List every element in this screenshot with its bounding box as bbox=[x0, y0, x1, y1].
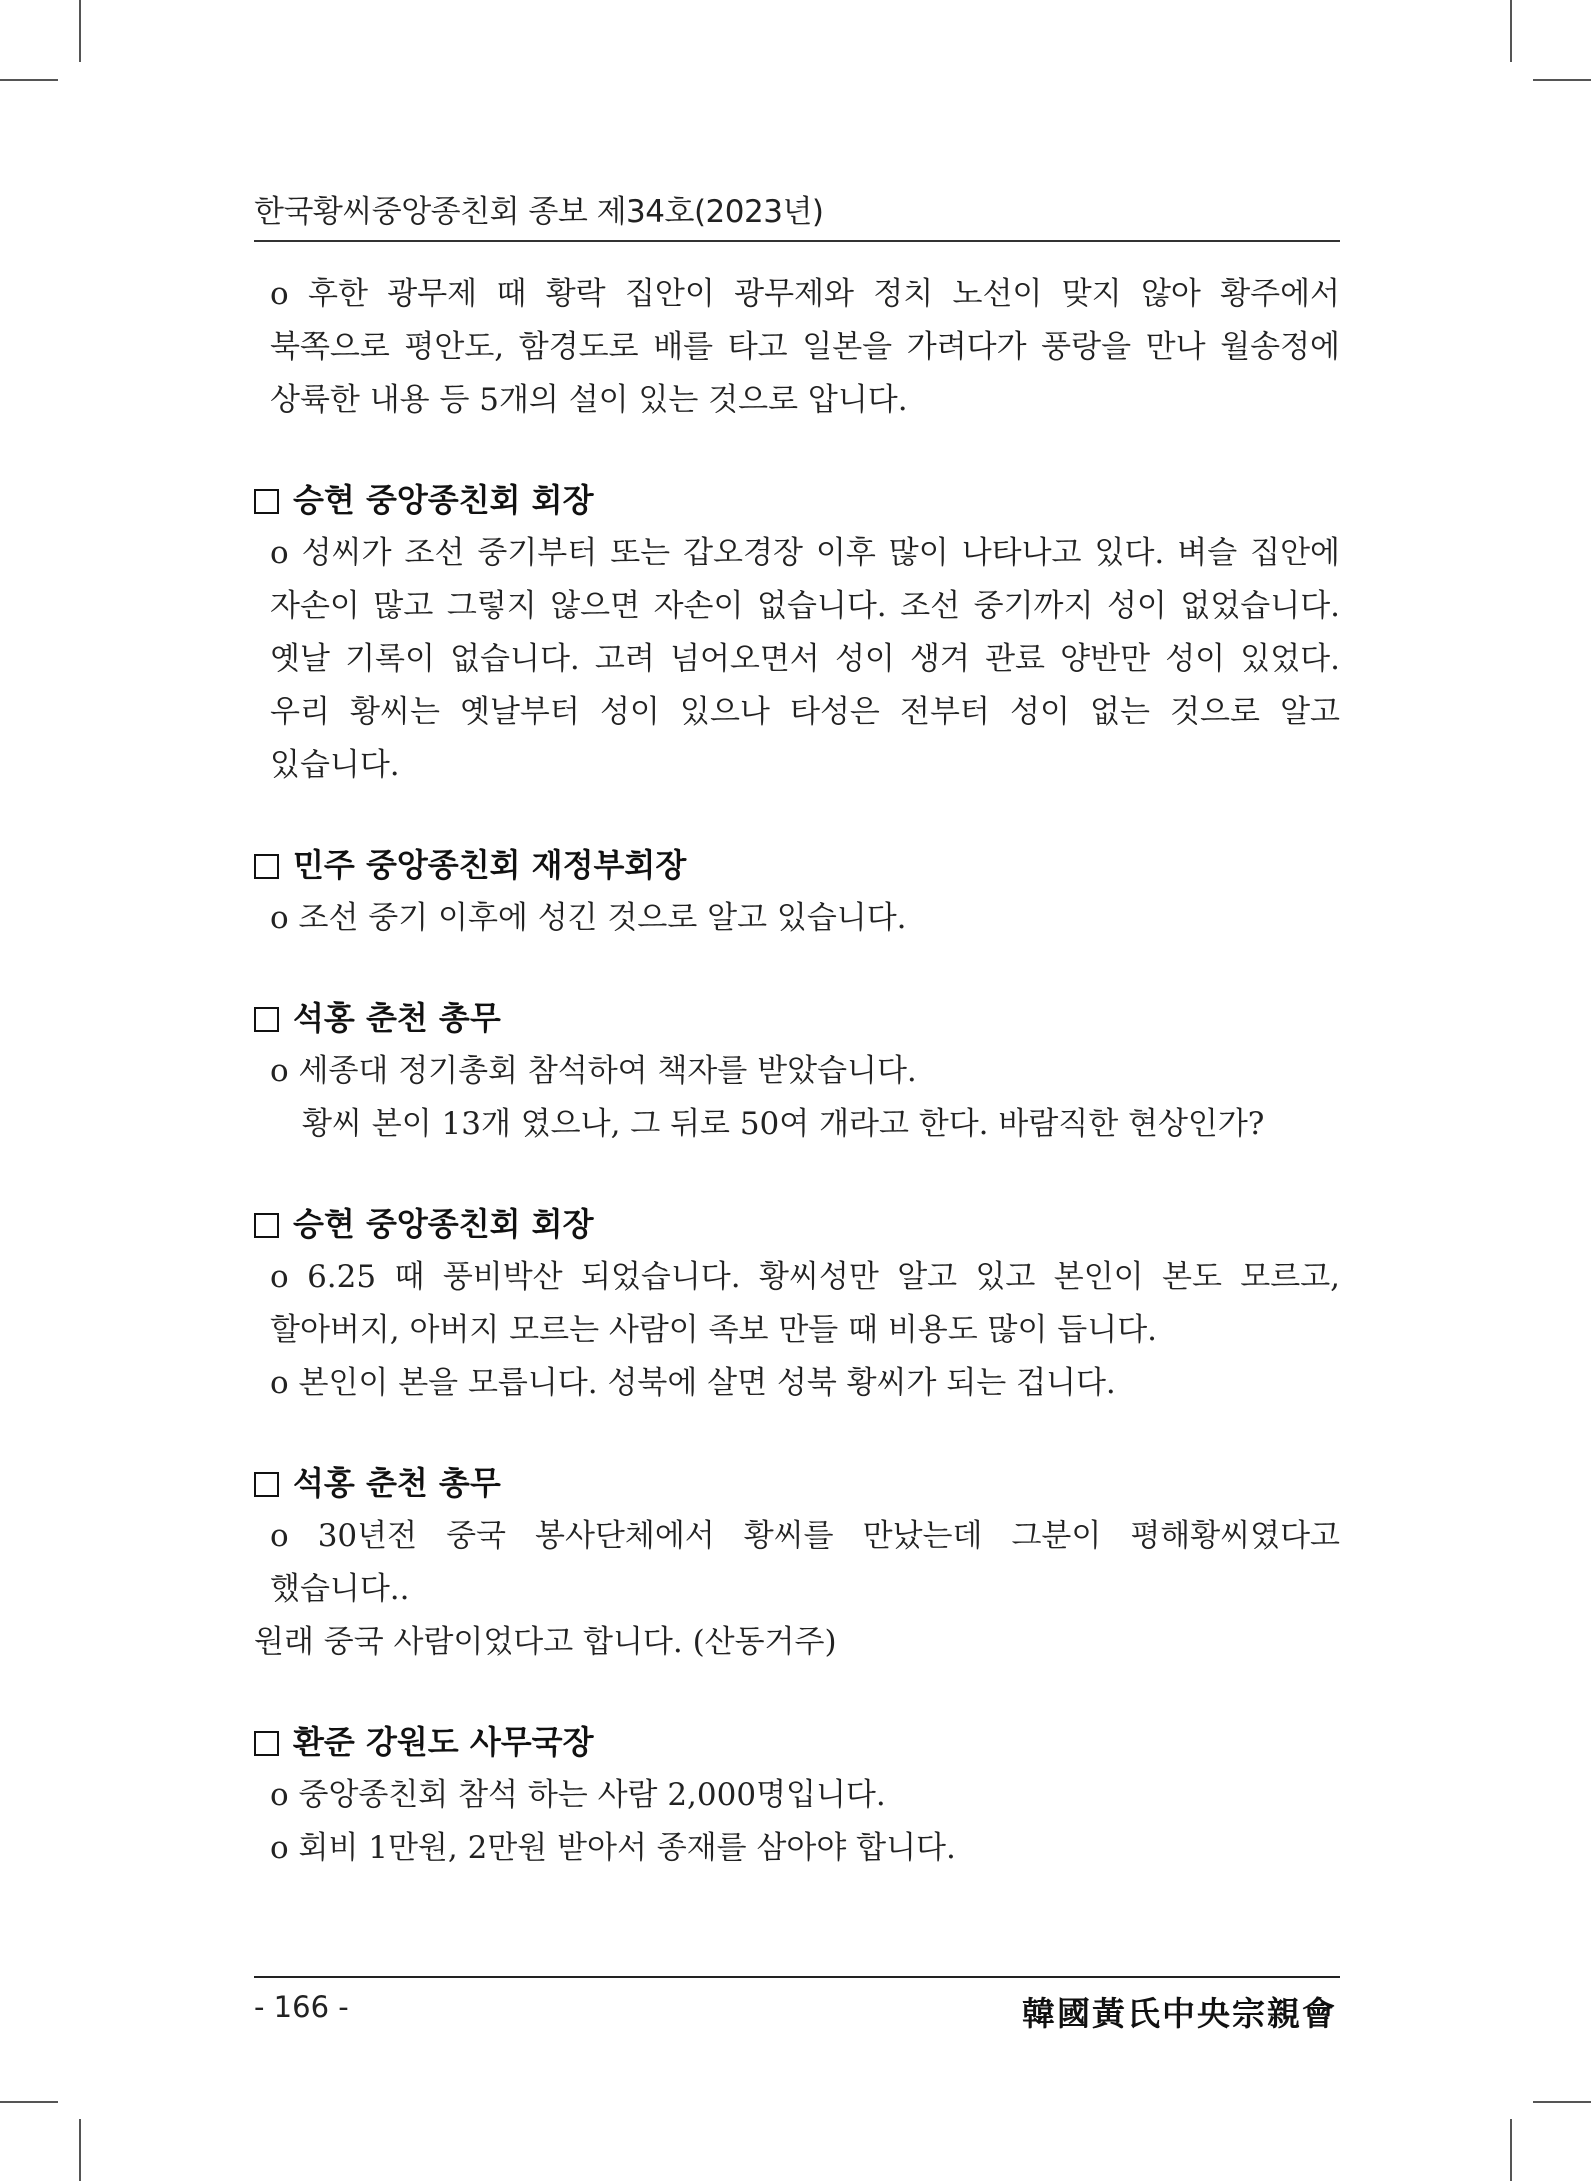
crop-mark bbox=[1533, 2101, 1591, 2103]
crop-mark bbox=[79, 2119, 81, 2181]
checkbox-square-icon bbox=[254, 1472, 279, 1497]
checkbox-square-icon bbox=[254, 1731, 279, 1756]
remark-paragraph: 황씨 본이 13개 였으나, 그 뒤로 50여 개라고 한다. 바람직한 현상인가? bbox=[302, 1106, 1265, 1142]
crop-mark bbox=[1533, 79, 1591, 81]
crop-mark bbox=[0, 79, 58, 81]
remark-paragraph: o 중앙종친회 참석 하는 사람 2,000명입니다. bbox=[270, 1777, 886, 1813]
remark-paragraph: 원래 중국 사람이었다고 합니다. (산동거주) bbox=[254, 1624, 837, 1660]
speaker-section bbox=[254, 839, 1340, 945]
speaker-section bbox=[254, 1457, 1340, 1669]
remark-paragraph: o 30년전 중국 봉사단체에서 황씨를 만났는데 그분이 평해황씨였다고 했습니다.. bbox=[270, 1518, 1340, 1607]
crop-mark bbox=[0, 2101, 58, 2103]
footer-rule bbox=[254, 1976, 1340, 1978]
speaker-section bbox=[254, 992, 1340, 1151]
running-title: 한국황씨중앙종친회 종보 제34호(2023년) bbox=[254, 194, 824, 230]
page-body bbox=[254, 268, 1340, 1875]
organization-logo: 韓國黃氏中央宗親會 bbox=[1022, 1994, 1337, 2033]
speaker-heading: 환준 강원도 사무국장 bbox=[254, 1716, 1340, 1769]
speaker-section bbox=[254, 1716, 1340, 1875]
remark-paragraph: o 6.25 때 풍비박산 되었습니다. 황씨성만 알고 있고 본인이 본도 모르고, 할아버지, 아버지 모르는 사람이 족보 만들 때 비용도 많이 듭니다. bbox=[270, 1259, 1340, 1348]
checkbox-square-icon bbox=[254, 1007, 279, 1032]
checkbox-square-icon bbox=[254, 1213, 279, 1238]
speaker-heading: 승현 중앙종친회 회장 bbox=[254, 474, 1340, 527]
speaker-heading: 석홍 춘천 총무 bbox=[254, 1457, 1340, 1510]
remark-paragraph: o 본인이 본을 모릅니다. 성북에 살면 성북 황씨가 되는 겁니다. bbox=[270, 1365, 1116, 1401]
speaker-heading: 석홍 춘천 총무 bbox=[254, 992, 1340, 1045]
crop-mark bbox=[1510, 0, 1512, 62]
speaker-heading: 승현 중앙종친회 회장 bbox=[254, 1198, 1340, 1251]
checkbox-square-icon bbox=[254, 489, 279, 514]
crop-mark bbox=[79, 0, 81, 62]
speaker-section bbox=[254, 474, 1340, 792]
remark-paragraph: o 회비 1만원, 2만원 받아서 종재를 삼아야 합니다. bbox=[270, 1830, 956, 1866]
speaker-section bbox=[254, 1198, 1340, 1410]
speaker-heading: 민주 중앙종친회 재정부회장 bbox=[254, 839, 1340, 892]
checkbox-square-icon bbox=[254, 854, 279, 879]
crop-mark bbox=[1510, 2119, 1512, 2181]
remark-paragraph: o 성씨가 조선 중기부터 또는 갑오경장 이후 많이 나타나고 있다. 벼슬 집안에 자손이 많고 그렇지 않으면 자손이 없습니다. 조선 중기까지 성이 없었습니다. 옛날 기록이 없습니다. 고려 넘어오면서 성이 생겨 관료 양반만 성이 있었다. 우리 황씨는 옛날부터 성이 있으나 타성은 전부터 성이 없는 것으로 알고 있습니다. bbox=[270, 535, 1340, 783]
intro-paragraph: o 후한 광무제 때 황락 집안이 광무제와 정치 노선이 맞지 않아 황주에서 북쪽으로 평안도, 함경도로 배를 타고 일본을 가려다가 풍랑을 만나 월송정에 상륙한 내용 등 5개의 설이 있는 것으로 압니다. bbox=[270, 276, 1340, 418]
remark-paragraph: o 세종대 정기총회 참석하여 책자를 받았습니다. bbox=[270, 1053, 917, 1089]
header-rule bbox=[254, 240, 1340, 242]
remark-paragraph: o 조선 중기 이후에 성긴 것으로 알고 있습니다. bbox=[270, 900, 907, 936]
page-number: - 166 - bbox=[254, 1990, 349, 2024]
